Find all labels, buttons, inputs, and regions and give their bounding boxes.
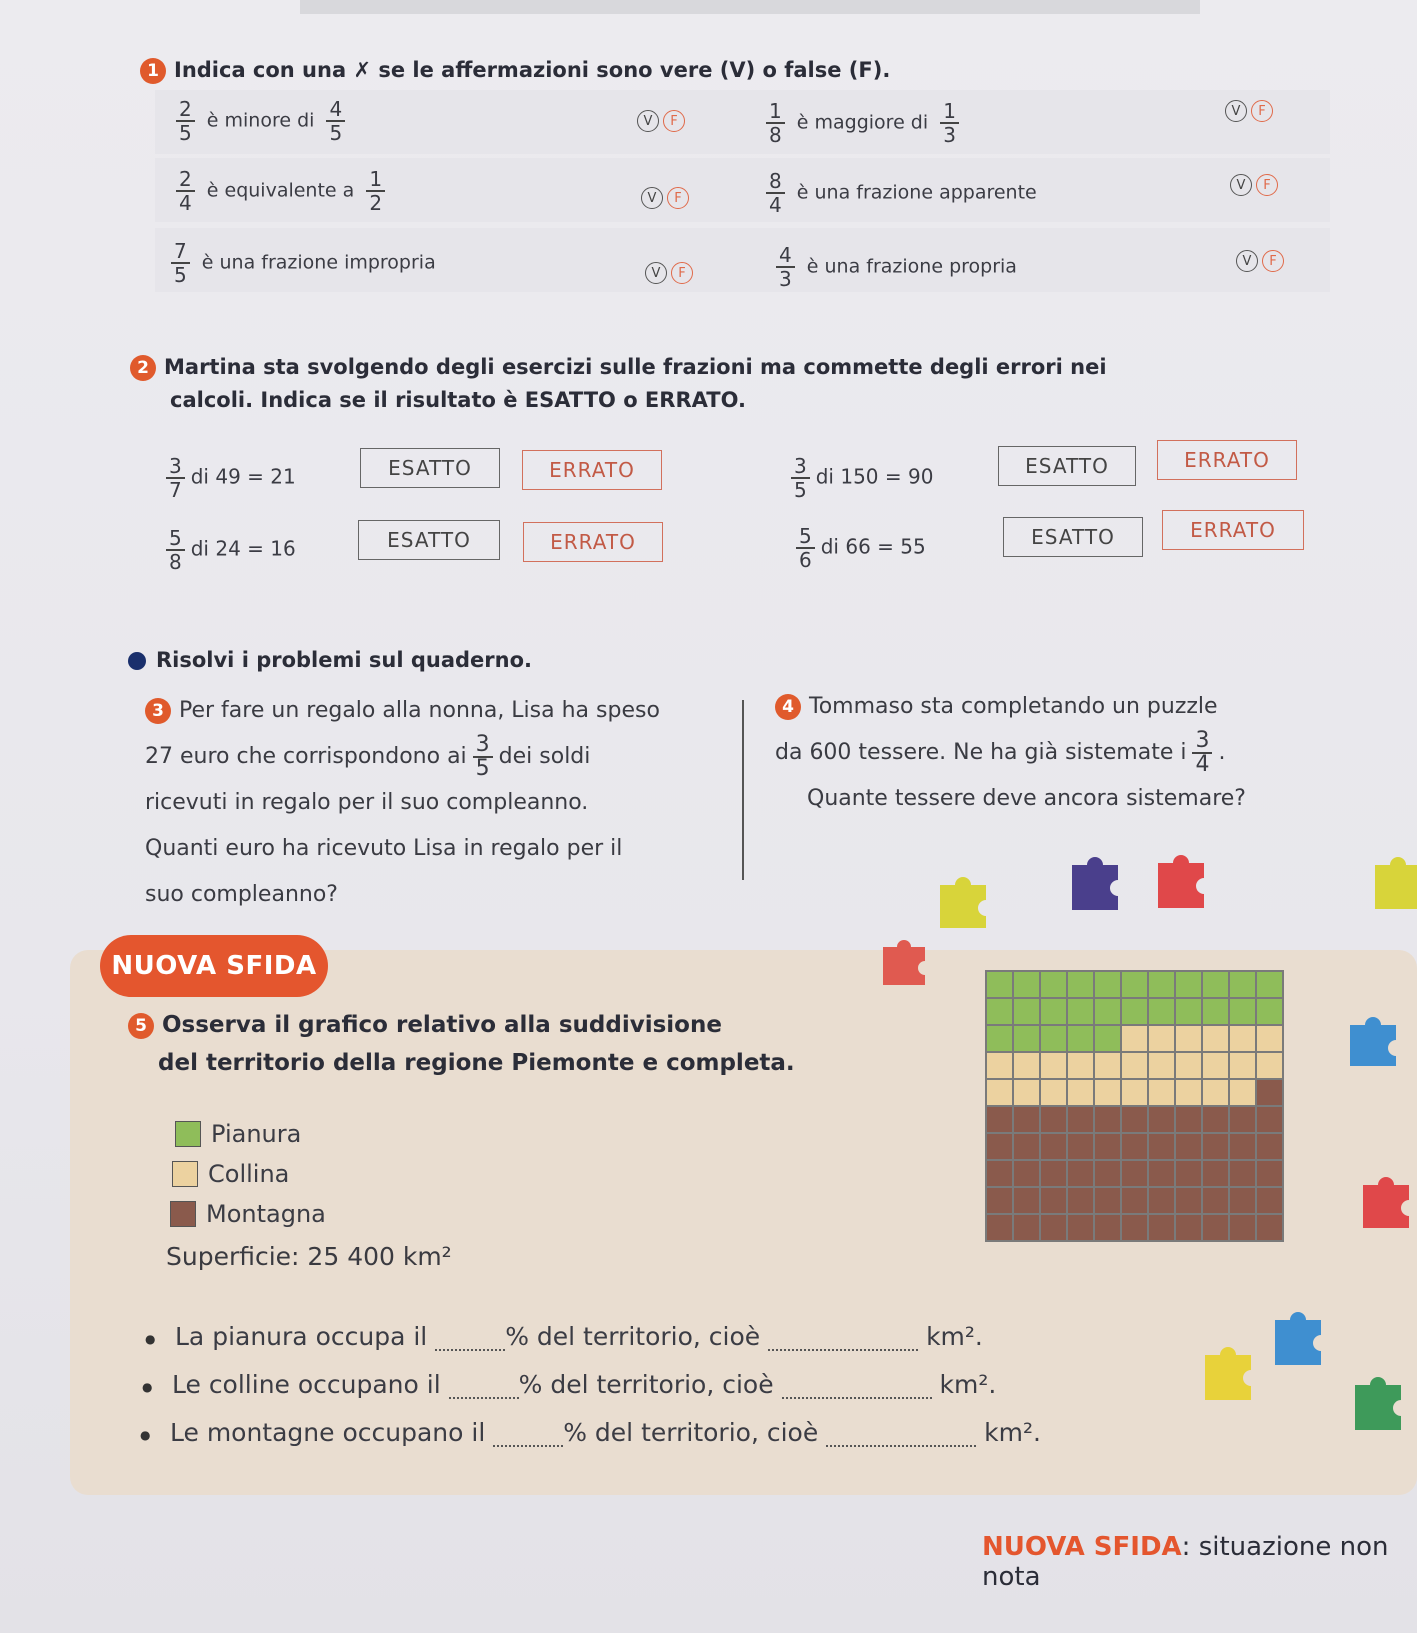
f-circle[interactable]: F — [1256, 174, 1278, 196]
ex4-problem: 4 Tommaso sta completando un puzzle da 600 tessere. Ne ha già sistemate i $\frac{3}{4}$ . Quante tessere deve ancora sistemare? — [775, 694, 1246, 811]
grid-cell — [1176, 1188, 1201, 1213]
grid-cell — [1203, 1053, 1228, 1078]
grid-cell — [1068, 1188, 1093, 1213]
grid-cell — [1149, 1215, 1174, 1240]
grid-cell — [987, 1188, 1012, 1213]
pianura-swatch — [175, 1121, 201, 1147]
grid-cell — [1068, 972, 1093, 997]
grid-cell — [1149, 1026, 1174, 1051]
grid-cell — [1257, 1215, 1282, 1240]
grid-cell — [1041, 972, 1066, 997]
esatto-button[interactable]: ESATTO — [358, 520, 500, 560]
grid-cell — [1095, 972, 1120, 997]
grid-cell — [1041, 999, 1066, 1024]
ex1-vf-choice-4[interactable] — [1230, 174, 1278, 196]
ex1-vf-choice-5[interactable] — [645, 262, 693, 284]
grid-cell — [1203, 1161, 1228, 1186]
grid-cell — [1230, 999, 1255, 1024]
f-circle[interactable]: F — [671, 262, 693, 284]
grid-cell — [1203, 972, 1228, 997]
grid-cell — [1230, 1026, 1255, 1051]
v-circle[interactable]: V — [1236, 250, 1258, 272]
ex1-vf-choice-1[interactable] — [637, 110, 685, 132]
v-circle[interactable]: V — [645, 262, 667, 284]
grid-cell — [987, 1026, 1012, 1051]
grid-cell — [1176, 1161, 1201, 1186]
grid-cell — [1068, 999, 1093, 1024]
grid-cell — [1068, 1134, 1093, 1159]
grid-cell — [1149, 1188, 1174, 1213]
grid-cell — [1068, 1053, 1093, 1078]
grid-cell — [1014, 1134, 1039, 1159]
ex2-title-line2: calcoli. Indica se il risultato è ESATTO o ERRATO. — [170, 388, 746, 412]
percent-blank[interactable] — [493, 1445, 563, 1447]
grid-cell — [1068, 1161, 1093, 1186]
grid-cell — [1122, 1080, 1147, 1105]
ex1-vf-choice-6[interactable] — [1236, 250, 1284, 272]
grid-cell — [1230, 1134, 1255, 1159]
ex1-title-text: Indica con una ✗ se le affermazioni sono vere (V) o false (F). — [174, 58, 891, 82]
grid-cell — [1014, 1161, 1039, 1186]
grid-cell — [1149, 999, 1174, 1024]
grid-cell — [1095, 1161, 1120, 1186]
grid-cell — [1257, 1080, 1282, 1105]
grid-cell — [1068, 1107, 1093, 1132]
ex2-title — [130, 355, 1107, 381]
ex1-number: 1 — [140, 58, 166, 84]
ex1-statement-4: $\frac{8}{4}$ è una frazione apparente — [760, 170, 1037, 216]
page-top-band — [300, 0, 1200, 14]
ex2-item-4: $\frac{5}{6}$ di 66 = 55 — [790, 525, 926, 571]
ex1-statement-6: $\frac{4}{3}$ è una frazione propria — [770, 244, 1017, 290]
ex1-statement-5: $\frac{7}{5}$ è una frazione impropria — [165, 240, 436, 286]
ex5-title: 5 Osserva il grafico relativo alla suddivisione — [128, 1012, 722, 1039]
esatto-button[interactable]: ESATTO — [1003, 517, 1143, 557]
problems-header: Risolvi i problemi sul quaderno. — [128, 648, 532, 672]
grid-cell — [1149, 1161, 1174, 1186]
grid-cell — [987, 1080, 1012, 1105]
grid-cell — [1230, 1161, 1255, 1186]
grid-cell — [1122, 1107, 1147, 1132]
grid-cell — [987, 1134, 1012, 1159]
grid-cell — [1257, 1188, 1282, 1213]
grid-cell — [1176, 1053, 1201, 1078]
footer-note: NUOVA SFIDA: situazione non nota — [982, 1532, 1389, 1592]
puzzle-piece-icon — [1340, 1010, 1410, 1075]
km-blank[interactable] — [782, 1397, 932, 1399]
legend-collina: Collina — [172, 1160, 289, 1188]
puzzle-piece-icon — [1195, 1340, 1265, 1410]
grid-cell — [1041, 1188, 1066, 1213]
grid-cell — [1122, 1134, 1147, 1159]
ex3-number: 3 — [145, 698, 171, 724]
grid-cell — [1230, 1215, 1255, 1240]
grid-cell — [1095, 1053, 1120, 1078]
grid-cell — [1014, 1107, 1039, 1132]
f-circle[interactable]: F — [667, 187, 689, 209]
grid-cell — [987, 1107, 1012, 1132]
puzzle-piece-icon — [1355, 1170, 1417, 1235]
grid-cell — [1203, 1026, 1228, 1051]
grid-cell — [1230, 1188, 1255, 1213]
ex5-number: 5 — [128, 1013, 154, 1039]
grid-cell — [1257, 1026, 1282, 1051]
grid-cell — [1176, 1080, 1201, 1105]
esatto-button[interactable]: ESATTO — [360, 448, 500, 488]
puzzle-piece-icon — [875, 935, 940, 990]
v-circle[interactable]: V — [1225, 100, 1247, 122]
ex4-number: 4 — [775, 694, 801, 720]
percent-blank[interactable] — [449, 1397, 519, 1399]
grid-cell — [1041, 1134, 1066, 1159]
ex1-vf-choice-2[interactable] — [1225, 100, 1273, 122]
grid-cell — [1122, 1215, 1147, 1240]
grid-cell — [1176, 1215, 1201, 1240]
bullet-pianura: ● La pianura occupa il % del territorio, cioè km². — [175, 1322, 983, 1351]
puzzle-piece-icon — [930, 870, 1000, 930]
grid-cell — [1041, 1215, 1066, 1240]
grid-cell — [1122, 1161, 1147, 1186]
grid-cell — [1203, 1188, 1228, 1213]
percent-blank[interactable] — [435, 1349, 505, 1351]
grid-cell — [987, 972, 1012, 997]
grid-cell — [1176, 972, 1201, 997]
grid-cell — [987, 1161, 1012, 1186]
f-circle[interactable]: F — [1262, 250, 1284, 272]
grid-cell — [1068, 1080, 1093, 1105]
km-blank[interactable] — [768, 1349, 918, 1351]
grid-cell — [1095, 1107, 1120, 1132]
ex2-item-1: $\frac{3}{7}$ di 49 = 21 — [160, 455, 296, 501]
grid-cell — [1014, 1080, 1039, 1105]
grid-cell — [1257, 1161, 1282, 1186]
grid-cell — [1095, 1215, 1120, 1240]
nuova-sfida-badge: NUOVA SFIDA — [100, 935, 328, 997]
grid-cell — [1230, 1053, 1255, 1078]
ex2-number: 2 — [130, 355, 156, 381]
ex1-statement-2: $\frac{1}{8}$ è maggiore di $\frac{1}{3}$ — [760, 100, 965, 146]
bullet-colline: ● Le colline occupano il % del territorio, cioè km². — [172, 1370, 996, 1399]
grid-cell — [1149, 1053, 1174, 1078]
grid-cell — [1176, 1107, 1201, 1132]
grid-cell — [1014, 972, 1039, 997]
puzzle-piece-icon — [1370, 850, 1417, 915]
puzzle-piece-icon — [1148, 848, 1218, 918]
bullet-montagne: ● Le montagne occupano il % del territorio, cioè km². — [170, 1418, 1041, 1447]
grid-cell — [1068, 1026, 1093, 1051]
grid-cell — [1095, 1134, 1120, 1159]
grid-cell — [987, 1215, 1012, 1240]
puzzle-piece-icon — [1062, 850, 1132, 920]
problem-divider — [742, 700, 744, 880]
grid-cell — [1149, 1134, 1174, 1159]
grid-cell — [1041, 1107, 1066, 1132]
grid-cell — [1068, 1215, 1093, 1240]
errato-button[interactable]: ERRATO — [1157, 440, 1297, 480]
grid-cell — [1122, 972, 1147, 997]
grid-cell — [1149, 1080, 1174, 1105]
grid-cell — [1041, 1161, 1066, 1186]
ex2-item-2: $\frac{3}{5}$ di 150 = 90 — [785, 455, 933, 501]
grid-cell — [1095, 1188, 1120, 1213]
grid-cell — [1257, 1134, 1282, 1159]
grid-cell — [1041, 1080, 1066, 1105]
grid-cell — [1014, 1053, 1039, 1078]
grid-cell — [1176, 999, 1201, 1024]
puzzle-piece-icon — [1345, 1370, 1415, 1440]
grid-cell — [1257, 972, 1282, 997]
grid-cell — [1257, 1107, 1282, 1132]
v-circle[interactable]: V — [1230, 174, 1252, 196]
grid-cell — [1041, 1053, 1066, 1078]
errato-button[interactable]: ERRATO — [522, 450, 662, 490]
grid-cell — [1095, 1080, 1120, 1105]
grid-cell — [1122, 1188, 1147, 1213]
ex1-statement-1: $\frac{2}{5}$ è minore di $\frac{4}{5}$ — [170, 98, 351, 144]
grid-cell — [1230, 1080, 1255, 1105]
grid-cell — [1122, 999, 1147, 1024]
grid-cell — [1203, 1215, 1228, 1240]
grid-cell — [1176, 1026, 1201, 1051]
grid-cell — [1230, 1107, 1255, 1132]
errato-button[interactable]: ERRATO — [523, 522, 663, 562]
collina-swatch — [172, 1161, 198, 1187]
grid-cell — [1095, 999, 1120, 1024]
v-circle[interactable]: V — [637, 110, 659, 132]
grid-cell — [1095, 1026, 1120, 1051]
ex1-title — [140, 58, 890, 84]
esatto-button[interactable]: ESATTO — [998, 446, 1136, 486]
grid-cell — [1176, 1134, 1201, 1159]
grid-cell — [1203, 999, 1228, 1024]
grid-cell — [1122, 1026, 1147, 1051]
ex1-vf-choice-3[interactable] — [641, 187, 689, 209]
ex3-problem: 3 Per fare un regalo alla nonna, Lisa ha speso 27 euro che corrispondono ai $\frac{3}{5}$ dei soldi ricevuti in regalo per il suo compleanno. Quanti euro ha ricevuto Lisa in regalo per il suo compleanno? — [145, 698, 660, 907]
surface-label: Superficie: 25 400 km² — [166, 1242, 452, 1271]
grid-cell — [1041, 1026, 1066, 1051]
errato-button[interactable]: ERRATO — [1162, 510, 1304, 550]
v-circle[interactable]: V — [641, 187, 663, 209]
grid-cell — [1122, 1053, 1147, 1078]
ex1-statement-3: $\frac{2}{4}$ è equivalente a $\frac{1}{2}$ — [170, 168, 391, 214]
territory-grid-chart — [985, 970, 1284, 1242]
f-circle[interactable]: F — [1251, 100, 1273, 122]
grid-cell — [1014, 1215, 1039, 1240]
grid-cell — [1149, 972, 1174, 997]
grid-cell — [1203, 1080, 1228, 1105]
ex2-title-line1: Martina sta svolgendo degli esercizi sulle frazioni ma commette degli errori nei — [164, 355, 1107, 379]
puzzle-piece-icon — [1265, 1305, 1335, 1375]
problems-bullet-icon — [128, 652, 146, 670]
grid-cell — [1014, 1188, 1039, 1213]
grid-cell — [1014, 1026, 1039, 1051]
grid-cell — [1149, 1107, 1174, 1132]
ex2-item-3: $\frac{5}{8}$ di 24 = 16 — [160, 527, 296, 573]
grid-cell — [1257, 1053, 1282, 1078]
grid-cell — [1203, 1134, 1228, 1159]
ex5-title-line2: del territorio della regione Piemonte e completa. — [158, 1050, 795, 1076]
legend-montagna: Montagna — [170, 1200, 326, 1228]
grid-cell — [987, 999, 1012, 1024]
km-blank[interactable] — [826, 1445, 976, 1447]
legend-pianura: Pianura — [175, 1120, 301, 1148]
f-circle[interactable]: F — [663, 110, 685, 132]
grid-cell — [1230, 972, 1255, 997]
grid-cell — [987, 1053, 1012, 1078]
grid-cell — [1014, 999, 1039, 1024]
grid-cell — [1203, 1107, 1228, 1132]
montagna-swatch — [170, 1201, 196, 1227]
grid-cell — [1257, 999, 1282, 1024]
